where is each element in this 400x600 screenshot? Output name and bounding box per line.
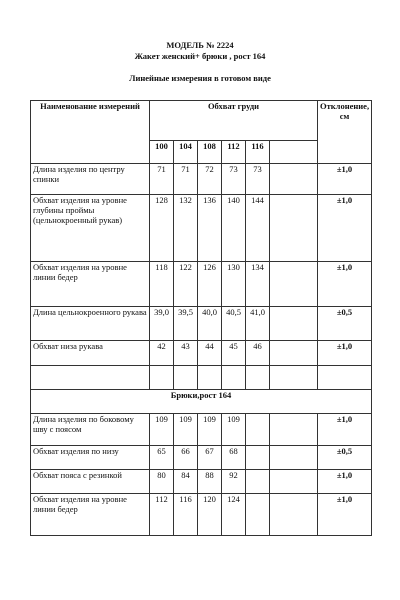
cell-value: 46 [246, 341, 270, 366]
cell-value: 41,0 [246, 307, 270, 341]
section-header-trousers: Брюки,рост 164 [31, 390, 372, 414]
empty-cell [270, 341, 318, 366]
row-label: Обхват пояса с резинкой [31, 470, 150, 494]
cell-value: 140 [222, 195, 246, 262]
empty-cell [318, 366, 372, 390]
empty-cell [270, 366, 318, 390]
cell-value: 109 [222, 414, 246, 446]
empty-cell [150, 366, 174, 390]
cell-value: 39,5 [174, 307, 198, 341]
size-header: 108 [198, 141, 222, 164]
size-header: 112 [222, 141, 246, 164]
cell-value: 109 [150, 414, 174, 446]
row-label: Длина изделия по центру спинки [31, 164, 150, 195]
cell-value: 116 [174, 494, 198, 536]
cell-value: 72 [198, 164, 222, 195]
cell-value: 44 [198, 341, 222, 366]
row-label: Длина изделия по боковому шву с поясом [31, 414, 150, 446]
cell-value: 130 [222, 262, 246, 307]
empty-cell [198, 366, 222, 390]
empty-cell [174, 366, 198, 390]
table-row [31, 446, 372, 470]
table-row [31, 164, 372, 195]
cell-value: 71 [174, 164, 198, 195]
table-row [31, 195, 372, 262]
table-row [31, 341, 372, 366]
cell-value: 124 [222, 494, 246, 536]
row-label: Обхват изделия на уровне линии бедер [31, 494, 150, 536]
cell-value: 66 [174, 446, 198, 470]
deviation-value: ±1,0 [318, 414, 372, 446]
cell-value: 92 [222, 470, 246, 494]
table-row [31, 470, 372, 494]
empty-cell [270, 470, 318, 494]
deviation-value: ±1,0 [318, 164, 372, 195]
cell-value: 128 [150, 195, 174, 262]
cell-value: 73 [222, 164, 246, 195]
table-row [31, 307, 372, 341]
empty-cell [270, 494, 318, 536]
row-label: Обхват изделия на уровне линии бедер [31, 262, 150, 307]
cell-value: 122 [174, 262, 198, 307]
cell-value: 112 [150, 494, 174, 536]
table-row [31, 262, 372, 307]
cell-value [246, 446, 270, 470]
cell-value: 40,5 [222, 307, 246, 341]
row-label: Обхват изделия по низу [31, 446, 150, 470]
column-header-name: Наименование измерений [31, 101, 150, 164]
empty-cell [270, 164, 318, 195]
empty-cell [270, 262, 318, 307]
cell-value: 39,0 [150, 307, 174, 341]
deviation-value: ±1,0 [318, 341, 372, 366]
cell-value: 40,0 [198, 307, 222, 341]
table-row-empty [31, 366, 372, 390]
cell-value: 68 [222, 446, 246, 470]
cell-value: 80 [150, 470, 174, 494]
cell-value [246, 470, 270, 494]
cell-value: 42 [150, 341, 174, 366]
cell-value: 136 [198, 195, 222, 262]
cell-value: 144 [246, 195, 270, 262]
cell-value: 65 [150, 446, 174, 470]
empty-cell [270, 307, 318, 341]
size-header: 116 [246, 141, 270, 164]
cell-value: 118 [150, 262, 174, 307]
table-row [31, 494, 372, 536]
cell-value: 126 [198, 262, 222, 307]
empty-cell [270, 414, 318, 446]
cell-value: 71 [150, 164, 174, 195]
row-label: Обхват низа рукава [31, 341, 150, 366]
measurements-heading: Линейные измерения в готовом виде [129, 73, 271, 83]
cell-value: 43 [174, 341, 198, 366]
empty-cell [270, 141, 318, 164]
empty-cell [246, 366, 270, 390]
empty-cell [31, 366, 150, 390]
size-header: 100 [150, 141, 174, 164]
cell-value: 134 [246, 262, 270, 307]
deviation-value: ±1,0 [318, 262, 372, 307]
cell-value: 132 [174, 195, 198, 262]
cell-value: 45 [222, 341, 246, 366]
cell-value: 109 [198, 414, 222, 446]
cell-value: 73 [246, 164, 270, 195]
model-subtitle: Жакет женский+ брюки , рост 164 [134, 51, 266, 61]
model-title: МОДЕЛЬ № 2224 [166, 40, 234, 50]
measurements-table [30, 100, 372, 536]
deviation-value: ±0,5 [318, 446, 372, 470]
deviation-value: ±1,0 [318, 470, 372, 494]
cell-value [246, 494, 270, 536]
cell-value [246, 414, 270, 446]
column-header-deviation: Отклонение, см [318, 101, 372, 164]
empty-cell [222, 366, 246, 390]
column-header-chest: Обхват груди [150, 101, 318, 141]
deviation-value: ±1,0 [318, 494, 372, 536]
deviation-value: ±1,0 [318, 195, 372, 262]
table-row [31, 414, 372, 446]
cell-value: 88 [198, 470, 222, 494]
size-header: 104 [174, 141, 198, 164]
row-label: Длина цельнокроенного рукава [31, 307, 150, 341]
cell-value: 120 [198, 494, 222, 536]
cell-value: 67 [198, 446, 222, 470]
empty-cell [270, 195, 318, 262]
row-label: Обхват изделия на уровне глубины проймы (цельнокроенный рукав) [31, 195, 150, 262]
empty-cell [270, 446, 318, 470]
deviation-value: ±0,5 [318, 307, 372, 341]
cell-value: 109 [174, 414, 198, 446]
cell-value: 84 [174, 470, 198, 494]
